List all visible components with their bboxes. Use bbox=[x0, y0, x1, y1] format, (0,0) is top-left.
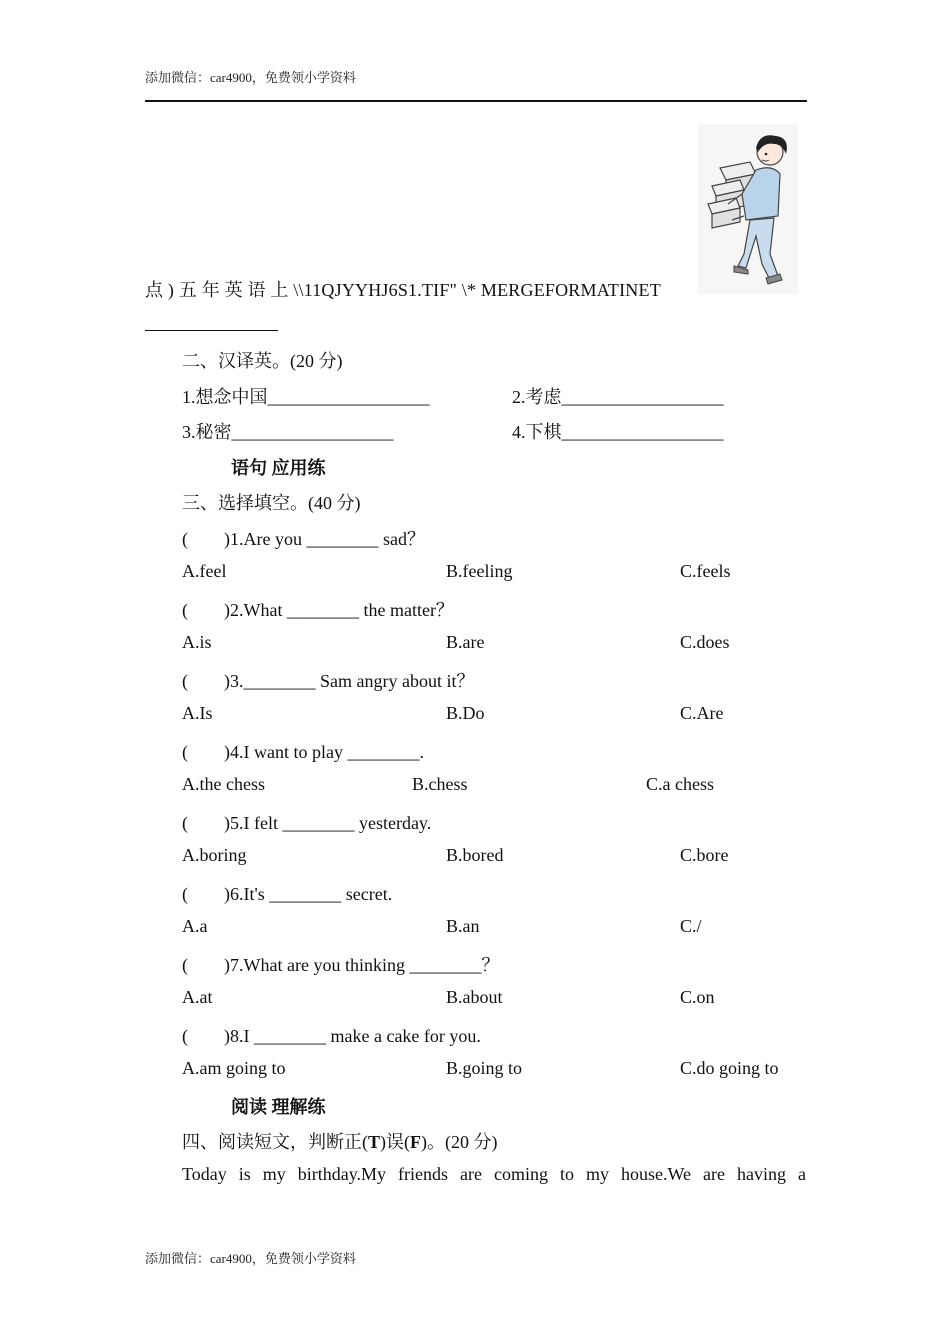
option-b: B.are bbox=[446, 632, 485, 652]
question-5: ( )5.I felt ________ yesterday. bbox=[182, 813, 432, 833]
option-b: B.chess bbox=[412, 774, 468, 794]
option-a: A.at bbox=[182, 987, 213, 1007]
translation-blank: __________________ bbox=[231, 422, 394, 442]
question-2: ( )2.What ________ the matter？ bbox=[182, 600, 454, 620]
question-6: ( )6.It's ________ secret. bbox=[182, 884, 393, 904]
answer-blank-line bbox=[145, 330, 278, 331]
translation-blank: __________________ bbox=[561, 422, 724, 442]
translation-label: 2.考虑 bbox=[512, 387, 562, 407]
section-4-title-part: )误( bbox=[380, 1132, 411, 1152]
option-a: A.the chess bbox=[182, 774, 265, 794]
section-4-title-part: )。(20 分) bbox=[421, 1132, 498, 1152]
field-code-line: 点 ) 五 年 英 语 上 \\11QJYYHJ6S1.TIF" \* MERGEFORMATINET bbox=[145, 280, 661, 300]
option-c: C.feels bbox=[680, 561, 731, 581]
option-b: B.feeling bbox=[446, 561, 513, 581]
practice-heading-reading: 阅读 理解练 bbox=[231, 1097, 326, 1117]
option-c: C./ bbox=[680, 916, 702, 936]
option-b: B.an bbox=[446, 916, 480, 936]
option-b: B.about bbox=[446, 987, 503, 1007]
boy-carrying-boxes-icon bbox=[698, 124, 798, 294]
question-8: ( )8.I ________ make a cake for you. bbox=[182, 1026, 481, 1046]
true-marker: T bbox=[368, 1132, 381, 1152]
question-4: ( )4.I want to play ________. bbox=[182, 742, 424, 762]
section-3-title: 三、选择填空。(40 分) bbox=[182, 493, 361, 513]
translation-blank: __________________ bbox=[561, 387, 724, 407]
page-footer: 添加微信：car4900，免费领小学资料 bbox=[145, 1251, 356, 1266]
translation-item-3 bbox=[182, 418, 394, 444]
option-c: C.does bbox=[680, 632, 730, 652]
option-b: B.going to bbox=[446, 1058, 523, 1078]
section-2-title: 二、汉译英。(20 分) bbox=[182, 351, 343, 371]
option-b: B.bored bbox=[446, 845, 504, 865]
section-4-title-part: 四、阅读短文，判断正( bbox=[182, 1132, 368, 1152]
option-a: A.a bbox=[182, 916, 208, 936]
option-a: A.am going to bbox=[182, 1058, 286, 1078]
option-c: C.on bbox=[680, 987, 715, 1007]
question-1: ( )1.Are you ________ sad？ bbox=[182, 529, 425, 549]
question-3: ( )3.________ Sam angry about it？ bbox=[182, 671, 475, 691]
reading-paragraph: Today is my birthday.My friends are coming to my house.We are having a bbox=[182, 1164, 806, 1184]
translation-blank: __________________ bbox=[267, 387, 430, 407]
option-c: C.bore bbox=[680, 845, 729, 865]
section-4-title bbox=[182, 1128, 498, 1154]
translation-item-4 bbox=[512, 418, 724, 444]
translation-label: 1.想念中国 bbox=[182, 387, 268, 407]
translation-item-1 bbox=[182, 383, 430, 409]
option-c: C.Are bbox=[680, 703, 724, 723]
header-rule bbox=[145, 100, 807, 102]
translation-item-2 bbox=[512, 383, 724, 409]
translation-label: 3.秘密 bbox=[182, 422, 232, 442]
practice-heading-sentence: 语句 应用练 bbox=[231, 458, 326, 478]
false-marker: F bbox=[410, 1132, 422, 1152]
page-header: 添加微信：car4900，免费领小学资料 bbox=[145, 70, 356, 85]
option-c: C.do going to bbox=[680, 1058, 779, 1078]
option-a: A.Is bbox=[182, 703, 213, 723]
option-a: A.is bbox=[182, 632, 212, 652]
option-a: A.feel bbox=[182, 561, 227, 581]
option-b: B.Do bbox=[446, 703, 485, 723]
option-c: C.a chess bbox=[646, 774, 714, 794]
question-7: ( )7.What are you thinking ________？ bbox=[182, 955, 500, 975]
translation-label: 4.下棋 bbox=[512, 422, 562, 442]
option-a: A.boring bbox=[182, 845, 247, 865]
